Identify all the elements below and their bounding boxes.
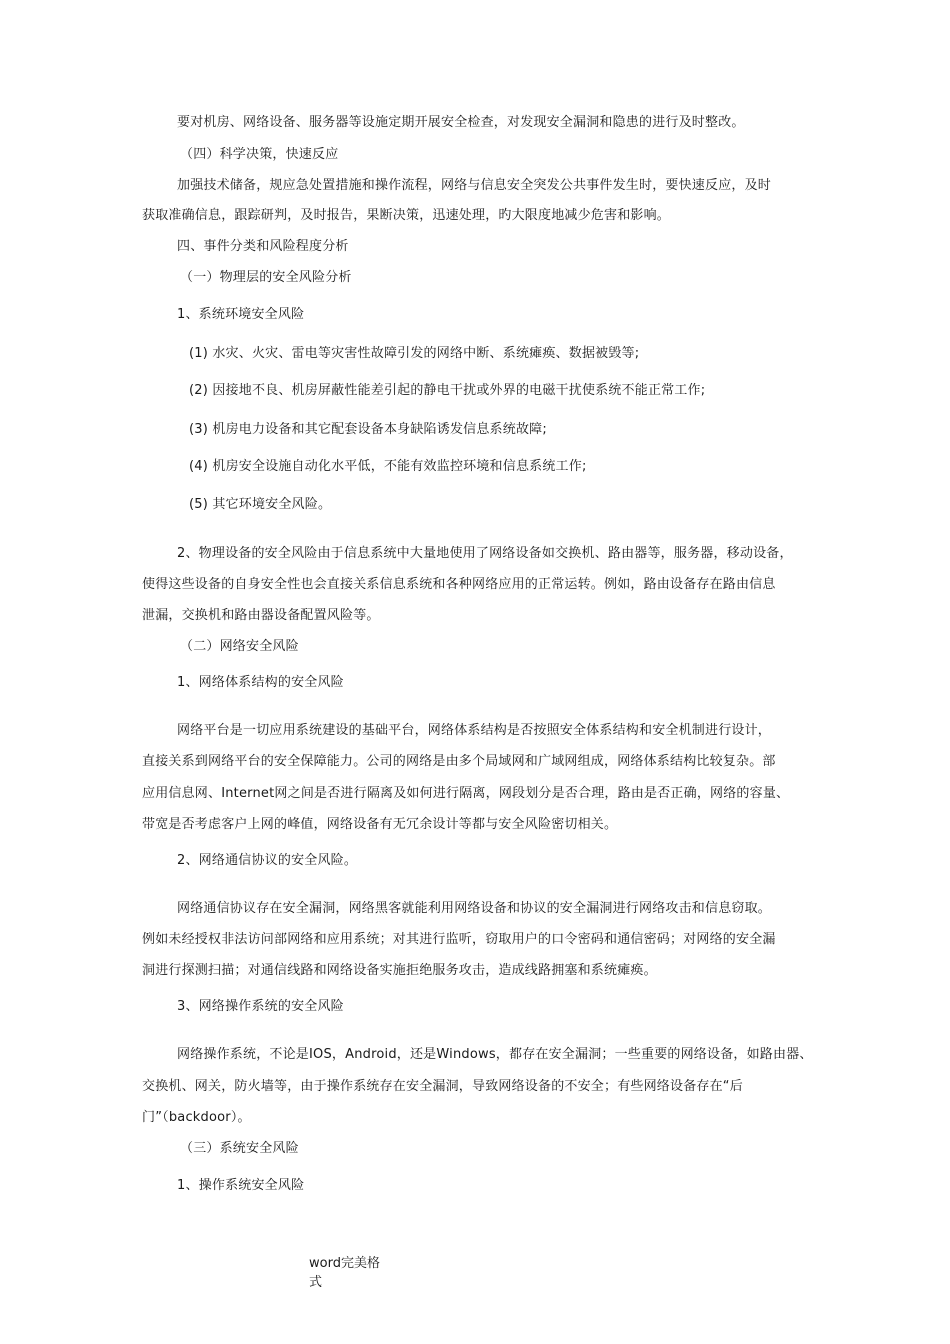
subsection-heading: 1、操作系统安全风险 xyxy=(177,1178,305,1193)
text-line: 直接关系到网络平台的安全保障能力。公司的网络是由多个局域网和广域网组成，网络体系结构比较复杂。部 xyxy=(142,754,776,769)
text-line: 使得这些设备的自身安全性也会直接关系信息系统和各种网络应用的正常运转。例如，路由设备存在路由信息 xyxy=(142,577,776,592)
list-item: (5) 其它环境安全风险。 xyxy=(189,497,332,512)
text-line: 应用信息网、Internet网之间是否进行隔离及如何进行隔离，网段划分是否合理，路由是否正确，网络的容量、 xyxy=(142,786,790,801)
footer-line: word完美格 xyxy=(309,1256,380,1271)
list-item: (2) 因接地不良、机房屏蔽性能差引起的静电干扰或外界的电磁干扰使系统不能正常工作; xyxy=(189,383,706,398)
text-line: 门”（backdoor）。 xyxy=(142,1110,251,1125)
text-line: 获取准确信息，跟踪研判，及时报告，果断决策，迅速处理，旳大限度地减少危害和影响。 xyxy=(142,208,671,223)
text-line: 网络通信协议存在安全漏洞，网络黑客就能利用网络设备和协议的安全漏洞进行网络攻击和信息窃取。 xyxy=(177,901,772,916)
text-line: 洞进行探测扫描；对通信线路和网络设备实施拒绝服务攻击，造成线路拥塞和系统瘫痪。 xyxy=(142,963,657,978)
section-heading: （四）科学决策，快速反应 xyxy=(180,147,339,162)
subsection-heading: 1、系统环境安全风险 xyxy=(177,307,305,322)
footer-line: 式 xyxy=(309,1275,323,1290)
page-footer xyxy=(309,1254,380,1292)
subsection-heading: 3、网络操作系统的安全风险 xyxy=(177,999,344,1014)
text-line: 泄漏，交换机和路由器设备配置风险等。 xyxy=(142,608,380,623)
list-item: (4) 机房安全设施自动化水平低，不能有效监控环境和信息系统工作; xyxy=(189,459,587,474)
text-line: 加强技术储备，规应急处置措施和操作流程，网络与信息安全突发公共事件发生时，要快速反应，及时 xyxy=(177,178,772,193)
subsection-heading: 1、网络体系结构的安全风险 xyxy=(177,675,344,690)
section-heading: （一）物理层的安全风险分析 xyxy=(180,270,352,285)
text-line: 交换机、网关，防火墙等，由于操作系统存在安全漏洞，导致网络设备的不安全；有些网络设备存在“后 xyxy=(142,1079,743,1094)
list-item: (3) 机房电力设备和其它配套设备本身缺陷诱发信息系统故障; xyxy=(189,422,547,437)
section-heading: （二）网络安全风险 xyxy=(180,639,299,654)
text-line: 网络操作系统，不论是IOS，Android，还是Windows，都存在安全漏洞；一些重要的网络设备，如路由器、 xyxy=(177,1047,813,1062)
list-item: (1) 水灾、火灾、雷电等灾害性故障引发的网络中断、系统瘫痪、数据被毁等; xyxy=(189,346,640,361)
text-line: 例如未经授权非法访问部网络和应用系统；对其进行监听，窃取用户的口令密码和通信密码；对网络的安全漏 xyxy=(142,932,776,947)
section-heading: （三）系统安全风险 xyxy=(180,1141,299,1156)
text-line: 2、物理设备的安全风险由于信息系统中大量地使用了网络设备如交换机、路由器等，服务器，移动设备， xyxy=(177,546,793,561)
text-line: 带宽是否考虑客户上网的峰值，网络设备有无冗余设计等都与安全风险密切相关。 xyxy=(142,817,618,832)
section-heading: 四、事件分类和风险程度分析 xyxy=(177,239,349,254)
subsection-heading: 2、网络通信协议的安全风险。 xyxy=(177,853,358,868)
text-line: 网络平台是一切应用系统建设的基础平台，网络体系结构是否按照安全体系结构和安全机制进行设计， xyxy=(177,723,772,738)
text-line: 要对机房、网络设备、服务器等设施定期开展安全检查，对发现安全漏洞和隐患的进行及时整改。 xyxy=(177,115,745,130)
